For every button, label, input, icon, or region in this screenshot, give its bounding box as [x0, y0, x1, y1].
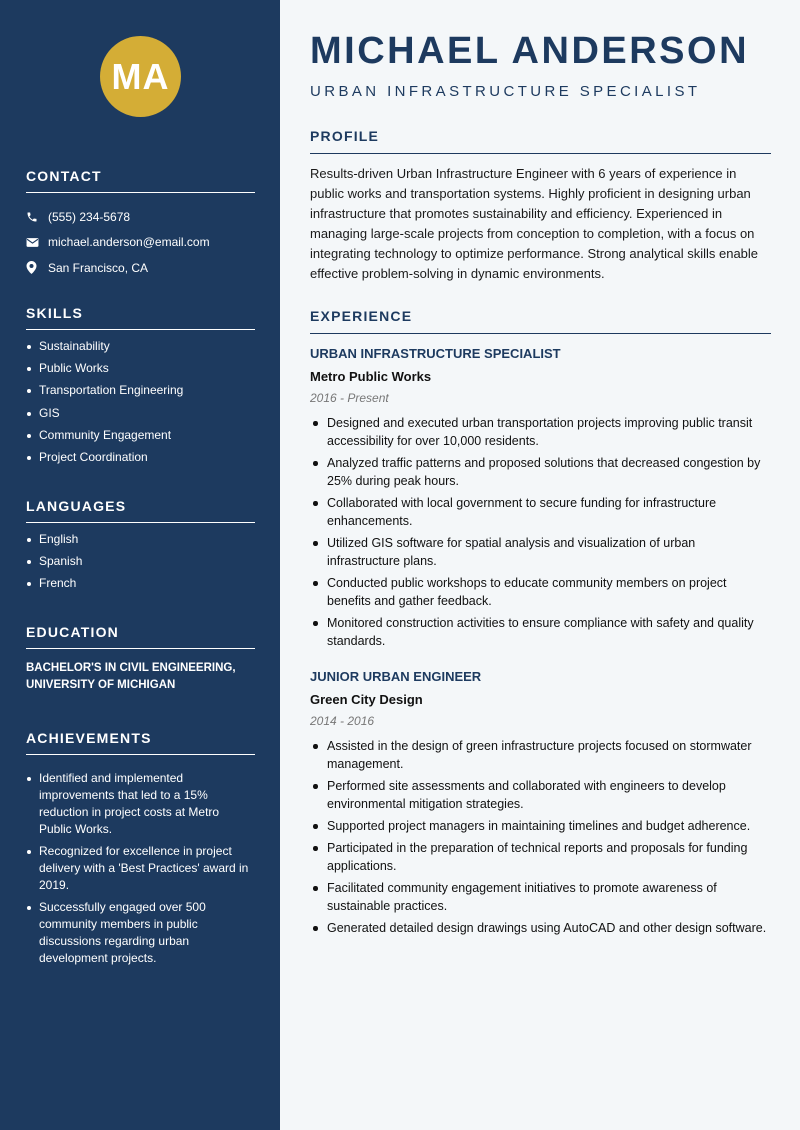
achievements-section [26, 730, 255, 972]
job-bullet: Analyzed traffic patterns and proposed solutions that decreased congestion by 25% during peak hours. [310, 454, 771, 490]
language-item: French [26, 576, 255, 591]
job-bullet: Conducted public workshops to educate community members on project benefits and gather feedback. [310, 574, 771, 610]
contact-heading: CONTACT [26, 168, 255, 193]
company-name: Metro Public Works [310, 369, 432, 384]
skill-item: Public Works [26, 361, 255, 376]
achievement-item: Recognized for excellence in project delivery with a 'Best Practices' award in 2019. [26, 843, 255, 894]
job-dates: 2014 - 2016 [310, 714, 375, 728]
job-bullet: Supported project managers in maintaining timelines and budget adherence. [310, 817, 771, 835]
skills-heading: SKILLS [26, 305, 255, 330]
language-item: Spanish [26, 554, 255, 569]
skill-item: GIS [26, 406, 255, 421]
skill-item: Community Engagement [26, 428, 255, 443]
candidate-title: URBAN INFRASTRUCTURE SPECIALIST [310, 83, 701, 100]
job-bullet: Participated in the preparation of technical reports and proposals for funding applications. [310, 839, 771, 875]
job-bullet: Utilized GIS software for spatial analysis and visualization of urban infrastructure plans. [310, 534, 771, 570]
education-degree: BACHELOR'S IN CIVIL ENGINEERING, UNIVERSITY OF MICHIGAN [26, 662, 236, 691]
job-bullet: Collaborated with local government to secure funding for infrastructure enhancements. [310, 494, 771, 530]
job-title: JUNIOR URBAN ENGINEER [310, 669, 482, 684]
job-entry [310, 346, 771, 654]
profile-section [310, 128, 771, 284]
language-item: English [26, 532, 255, 547]
job-bullets [310, 414, 771, 650]
job-bullets [310, 737, 771, 937]
languages-heading: LANGUAGES [26, 498, 255, 523]
job-dates: 2016 - Present [310, 391, 389, 405]
job-bullet: Generated detailed design drawings using AutoCAD and other design software. [310, 919, 771, 937]
email-icon [26, 237, 48, 248]
achievement-item: Successfully engaged over 500 community members in public discussions regarding urban development projects. [26, 899, 255, 967]
location-text: San Francisco, CA [48, 260, 149, 275]
avatar: MA [100, 36, 181, 117]
sidebar [0, 0, 280, 1130]
skill-item: Transportation Engineering [26, 383, 255, 398]
candidate-name: MICHAEL ANDERSON [310, 30, 750, 72]
skill-item: Sustainability [26, 339, 255, 354]
languages-list [26, 532, 255, 591]
skills-section [26, 305, 255, 472]
job-title: URBAN INFRASTRUCTURE SPECIALIST [310, 346, 561, 361]
education-section [26, 624, 255, 694]
skills-list [26, 339, 255, 465]
achievements-list [26, 770, 255, 967]
phone-text: (555) 234-5678 [48, 209, 131, 224]
contact-email [26, 230, 255, 256]
job-bullet: Performed site assessments and collaborated with engineers to develop environmental mitigation strategies. [310, 777, 771, 813]
experience-heading: EXPERIENCE [310, 308, 771, 334]
contact-section [26, 168, 255, 281]
email-text: michael.anderson@email.com [48, 235, 210, 250]
contact-location [26, 255, 255, 281]
company-name: Green City Design [310, 692, 423, 707]
experience-section [310, 308, 771, 334]
profile-text: Results-driven Urban Infrastructure Engineer with 6 years of experience in public works and transportation systems. Highly proficient in designing urban infrastructure that promotes sustainability and efficiency. Experienced in managing large-scale projects from conception to completion, with a focus on integrating technology to optimize performance. Strong analytical skills enable effective problem-solving in dynamic environments. [310, 166, 759, 281]
profile-heading: PROFILE [310, 128, 771, 154]
location-pin-icon [26, 261, 48, 274]
phone-icon [26, 211, 48, 223]
job-bullet: Assisted in the design of green infrastructure projects focused on stormwater management. [310, 737, 771, 773]
achievement-item: Identified and implemented improvements that led to a 15% reduction in project costs at Metro Public Works. [26, 770, 255, 838]
contact-phone [26, 204, 255, 230]
education-heading: EDUCATION [26, 624, 255, 649]
job-bullet: Facilitated community engagement initiatives to promote awareness of sustainable practices. [310, 879, 771, 915]
job-bullet: Monitored construction activities to ensure compliance with safety and quality standards. [310, 614, 771, 650]
job-bullet: Designed and executed urban transportation projects improving public transit accessibility for over 10,000 residents. [310, 414, 771, 450]
achievements-heading: ACHIEVEMENTS [26, 730, 255, 755]
skill-item: Project Coordination [26, 450, 255, 465]
languages-section [26, 498, 255, 599]
job-entry [310, 669, 771, 941]
